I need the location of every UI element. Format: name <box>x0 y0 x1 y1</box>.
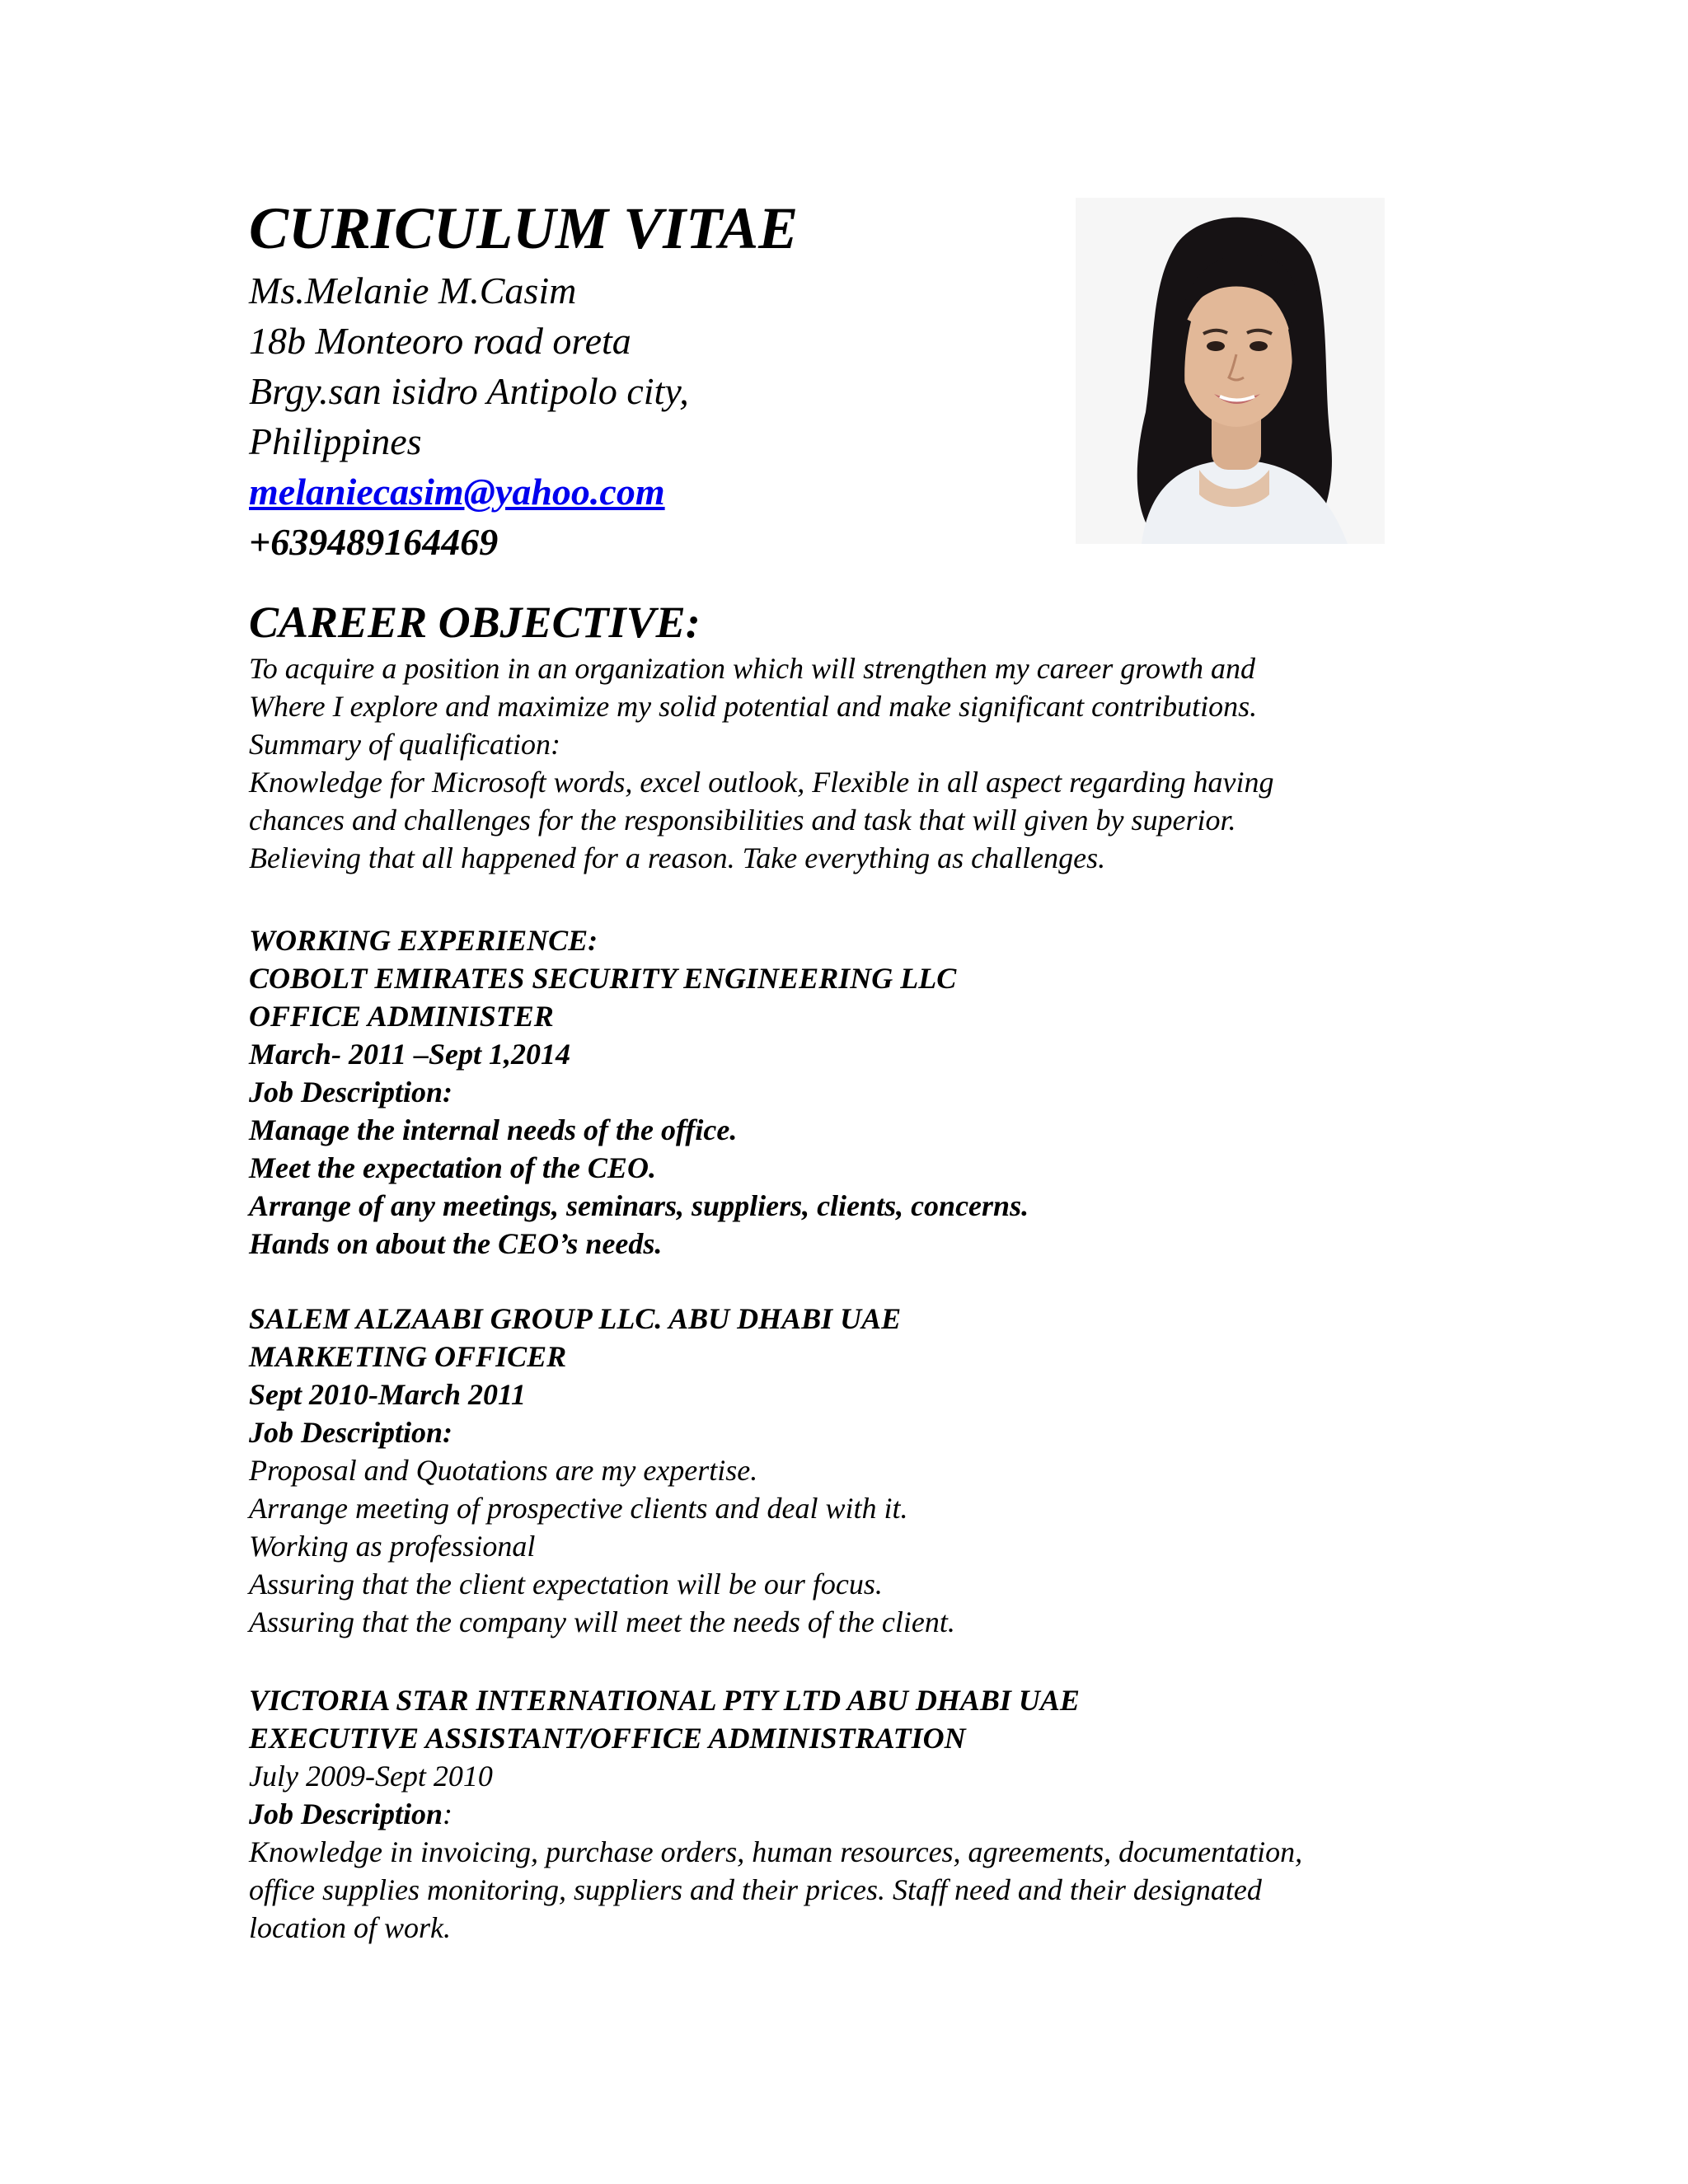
job-duty: Hands on about the CEO’s needs. <box>249 1227 663 1260</box>
job-duty: Arrange of any meetings, seminars, suppliers, clients, concerns. <box>249 1189 1029 1222</box>
job-duty: Arrange meeting of prospective clients and deal with it. <box>249 1492 908 1525</box>
job-dates: March- 2011 –Sept 1,2014 <box>249 1038 571 1071</box>
job-position: MARKETING OFFICER <box>249 1340 567 1373</box>
email-link[interactable]: melaniecasim@yahoo.com <box>249 471 665 513</box>
career-objective-heading: CAREER OBJECTIVE: <box>249 598 701 647</box>
job-company: COBOLT EMIRATES SECURITY ENGINEERING LLC <box>249 962 957 995</box>
address-line-1: 18b Monteoro road oreta <box>249 320 631 362</box>
applicant-name: Ms.Melanie M.Casim <box>249 269 577 312</box>
job-description-colon: : <box>443 1797 453 1830</box>
job-dates: July 2009-Sept 2010 <box>249 1760 493 1793</box>
job-2-section <box>249 1300 1485 1641</box>
experience-heading: WORKING EXPERIENCE: <box>249 924 598 957</box>
career-line-1: To acquire a position in an organization which will strengthen my career growth and <box>249 652 1255 685</box>
job-description-label <box>249 1795 1485 1833</box>
job-duty: Knowledge in invoicing, purchase orders, human resources, agreements, documentation, <box>249 1835 1303 1868</box>
job-dates: Sept 2010-March 2011 <box>249 1378 527 1411</box>
job-duty: Manage the internal needs of the office. <box>249 1113 738 1146</box>
phone-number: +639489164469 <box>249 521 499 563</box>
career-line-2: Where I explore and maximize my solid potential and make significant contributions. <box>249 690 1258 723</box>
profile-photo <box>1076 198 1385 544</box>
cv-header <box>249 191 991 567</box>
job-position: EXECUTIVE ASSISTANT/OFFICE ADMINISTRATION <box>249 1722 966 1755</box>
job-duty: office supplies monitoring, suppliers and their prices. Staff need and their designated <box>249 1873 1262 1906</box>
job-description-label-text: Job Description <box>249 1797 443 1830</box>
career-objective-section <box>249 595 1485 877</box>
job-duty: Assuring that the client expectation will be our focus. <box>249 1568 883 1601</box>
job-duty: location of work. <box>249 1911 451 1944</box>
career-line-5: chances and challenges for the responsibilities and task that will given by superior. <box>249 804 1236 837</box>
job-description-label: Job Description: <box>249 1416 452 1449</box>
job-description-label: Job Description: <box>249 1076 452 1108</box>
page-title: CURICULUM VITAE <box>249 195 799 261</box>
portrait-image <box>1076 198 1385 544</box>
job-duty: Proposal and Quotations are my expertise. <box>249 1454 758 1487</box>
job-company: VICTORIA STAR INTERNATIONAL PTY LTD ABU DHABI UAE <box>249 1684 1080 1717</box>
address-line-2: Brgy.san isidro Antipolo city, <box>249 370 689 412</box>
job-company: SALEM ALZAABI GROUP LLC. ABU DHABI UAE <box>249 1302 902 1335</box>
job-duty: Working as professional <box>249 1530 536 1563</box>
career-line-4: Knowledge for Microsoft words, excel outlook, Flexible in all aspect regarding having <box>249 766 1274 799</box>
job-3-section <box>249 1681 1485 1947</box>
job-position: OFFICE ADMINISTER <box>249 1000 554 1033</box>
address-line-3: Philippines <box>249 420 422 462</box>
career-line-6: Believing that all happened for a reason. Take everything as challenges. <box>249 841 1106 874</box>
job-duty: Meet the expectation of the CEO. <box>249 1151 656 1184</box>
job-duty: Assuring that the company will meet the needs of the client. <box>249 1605 955 1638</box>
job-1-section <box>249 921 1485 1263</box>
career-line-3: Summary of qualification: <box>249 728 560 761</box>
